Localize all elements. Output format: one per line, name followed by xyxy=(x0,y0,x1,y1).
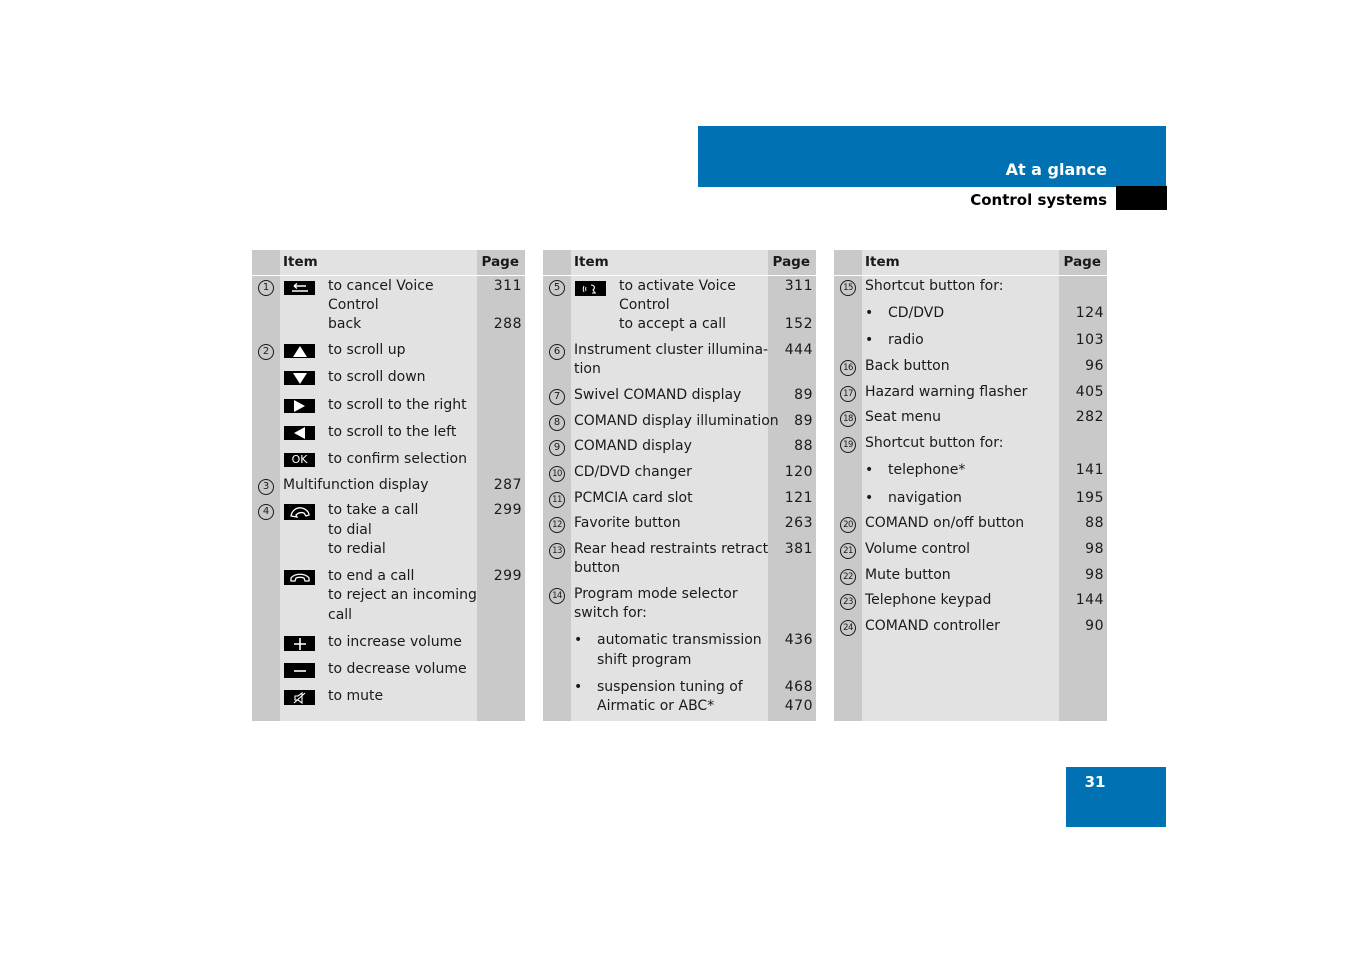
arrow-right-key-icon xyxy=(284,399,315,413)
page-ref: 90 xyxy=(1085,618,1104,634)
item-number: 10 xyxy=(549,466,565,482)
item-text: Multifunction display xyxy=(283,477,429,493)
item-number: 14 xyxy=(549,588,565,604)
page-ref: 121 xyxy=(784,490,813,506)
item-number: 17 xyxy=(840,386,856,402)
page-ref: 103 xyxy=(1075,332,1104,348)
page-header: Page xyxy=(481,254,519,270)
page-ref: 88 xyxy=(794,438,813,454)
page-ref: 282 xyxy=(1075,409,1104,425)
item-number: 4 xyxy=(258,504,274,520)
section-title: At a glance xyxy=(1005,160,1107,179)
item-number: 2 xyxy=(258,344,274,360)
ok-key-label: OK xyxy=(291,453,308,466)
item-text: Seat menu xyxy=(865,409,942,425)
item-text: tion xyxy=(574,361,601,377)
page-ref: 288 xyxy=(493,316,522,332)
mute-key-icon xyxy=(284,690,315,705)
item-text: call xyxy=(328,607,353,623)
item-text: Swivel COMAND display xyxy=(574,387,742,403)
page-ref: 89 xyxy=(794,413,813,429)
item-table-1 xyxy=(252,250,525,721)
item-text: Instrument cluster illumina- xyxy=(574,342,769,358)
page-ref: 89 xyxy=(794,387,813,403)
item-text: CD/DVD xyxy=(888,305,945,321)
item-text: to accept a call xyxy=(619,316,727,332)
item-number: 23 xyxy=(840,594,856,610)
bullet: • xyxy=(574,679,583,695)
item-table-2 xyxy=(543,250,816,721)
item-number: 22 xyxy=(840,569,856,585)
item-text: Back button xyxy=(865,358,950,374)
item-text: to redial xyxy=(328,541,386,557)
item-text: suspension tuning of xyxy=(597,679,743,695)
item-text: to scroll down xyxy=(328,369,426,385)
page-ref: 141 xyxy=(1075,462,1104,478)
item-text: COMAND display illumination xyxy=(574,413,779,429)
bullet: • xyxy=(574,632,583,648)
item-text: COMAND controller xyxy=(865,618,1000,634)
item-number: 11 xyxy=(549,492,565,508)
item-number: 7 xyxy=(549,389,565,405)
item-text: Control xyxy=(328,297,379,313)
item-text: Rear head restraints retract xyxy=(574,541,769,557)
page-ref: 195 xyxy=(1075,490,1104,506)
item-number: 18 xyxy=(840,411,856,427)
item-text: to reject an incoming xyxy=(328,587,477,603)
item-text: to cancel Voice xyxy=(328,278,434,294)
item-text: to dial xyxy=(328,522,372,538)
item-text: to activate Voice xyxy=(619,278,736,294)
page-ref: 120 xyxy=(784,464,813,480)
item-header: Item xyxy=(283,254,318,270)
page-ref: 299 xyxy=(493,502,522,518)
minus-key-icon xyxy=(284,663,315,678)
page-number-badge xyxy=(1066,767,1166,827)
item-header: Item xyxy=(574,254,609,270)
page-ref: 311 xyxy=(493,278,522,294)
item-text: to decrease volume xyxy=(328,661,467,677)
page-ref: 263 xyxy=(784,515,813,531)
item-text: Favorite button xyxy=(574,515,681,531)
item-text: Telephone keypad xyxy=(865,592,992,608)
item-text: PCMCIA card slot xyxy=(574,490,693,506)
page-ref: 470 xyxy=(784,698,813,714)
item-number: 16 xyxy=(840,360,856,376)
bullet: • xyxy=(865,305,874,321)
page-ref: 381 xyxy=(784,541,813,557)
page-ref: 88 xyxy=(1085,515,1104,531)
page-header: Page xyxy=(1063,254,1101,270)
item-number: 21 xyxy=(840,543,856,559)
item-text: to scroll to the right xyxy=(328,397,467,413)
item-text: COMAND on/off button xyxy=(865,515,1025,531)
page-ref: 152 xyxy=(784,316,813,332)
item-number: 15 xyxy=(840,280,856,296)
item-number: 9 xyxy=(549,440,565,456)
item-number: 24 xyxy=(840,620,856,636)
page-ref: 436 xyxy=(784,632,813,648)
item-text: telephone* xyxy=(888,462,966,478)
item-text: to increase volume xyxy=(328,634,462,650)
number-column xyxy=(834,250,862,721)
item-header: Item xyxy=(865,254,900,270)
page-ref: 444 xyxy=(784,342,813,358)
item-text: back xyxy=(328,316,362,332)
voice-control-key-icon xyxy=(575,281,606,296)
phone-hangup-key-icon xyxy=(284,570,315,585)
plus-key-icon xyxy=(284,636,315,651)
item-number: 3 xyxy=(258,479,274,495)
back-key-icon xyxy=(284,281,315,295)
item-text: Mute button xyxy=(865,567,951,583)
item-text: to confirm selection xyxy=(328,451,467,467)
page-ref: 98 xyxy=(1085,541,1104,557)
item-text: CD/DVD changer xyxy=(574,464,692,480)
item-text: Control xyxy=(619,297,670,313)
subsection-title: Control systems xyxy=(970,191,1107,209)
item-text: Shortcut button for: xyxy=(865,435,1004,451)
page-number: 31 xyxy=(1084,773,1106,791)
arrow-up-key-icon xyxy=(284,344,315,358)
page-ref: 468 xyxy=(784,679,813,695)
page-ref: 98 xyxy=(1085,567,1104,583)
item-text: radio xyxy=(888,332,924,348)
page-header: Page xyxy=(772,254,810,270)
table-header xyxy=(834,250,1107,276)
page-ref: 124 xyxy=(1075,305,1104,321)
table-header xyxy=(543,250,816,276)
item-text: Volume control xyxy=(865,541,971,557)
page-ref: 299 xyxy=(493,568,522,584)
item-text: button xyxy=(574,560,621,576)
item-text: to scroll to the left xyxy=(328,424,457,440)
number-column xyxy=(543,250,571,721)
section-tab-marker xyxy=(1116,186,1167,210)
item-text: to take a call xyxy=(328,502,419,518)
item-text: navigation xyxy=(888,490,962,506)
arrow-left-key-icon xyxy=(284,426,315,440)
phone-pickup-key-icon xyxy=(284,504,315,520)
item-table-3 xyxy=(834,250,1107,721)
page-ref: 96 xyxy=(1085,358,1104,374)
item-number: 12 xyxy=(549,517,565,533)
item-number: 13 xyxy=(549,543,565,559)
page-ref: 405 xyxy=(1075,384,1104,400)
item-number: 1 xyxy=(258,280,274,296)
item-text: Hazard warning flasher xyxy=(865,384,1028,400)
arrow-down-key-icon xyxy=(284,371,315,385)
item-text: shift program xyxy=(597,652,692,668)
item-number: 6 xyxy=(549,344,565,360)
item-text: Airmatic or ABC* xyxy=(597,698,715,714)
item-number: 8 xyxy=(549,415,565,431)
item-text: Program mode selector xyxy=(574,586,738,602)
page-ref: 144 xyxy=(1075,592,1104,608)
item-text: Shortcut button for: xyxy=(865,278,1004,294)
bullet: • xyxy=(865,332,874,348)
item-text: to scroll up xyxy=(328,342,406,358)
item-text: automatic transmission xyxy=(597,632,762,648)
item-number: 19 xyxy=(840,437,856,453)
item-number: 20 xyxy=(840,517,856,533)
item-text: to end a call xyxy=(328,568,415,584)
item-text: to mute xyxy=(328,688,384,704)
table-header xyxy=(252,250,525,276)
bullet: • xyxy=(865,462,874,478)
bullet: • xyxy=(865,490,874,506)
item-text: switch for: xyxy=(574,605,647,621)
page-ref: 311 xyxy=(784,278,813,294)
item-number: 5 xyxy=(549,280,565,296)
ok-key-icon xyxy=(284,453,315,467)
item-text: COMAND display xyxy=(574,438,692,454)
page-ref: 287 xyxy=(493,477,522,493)
